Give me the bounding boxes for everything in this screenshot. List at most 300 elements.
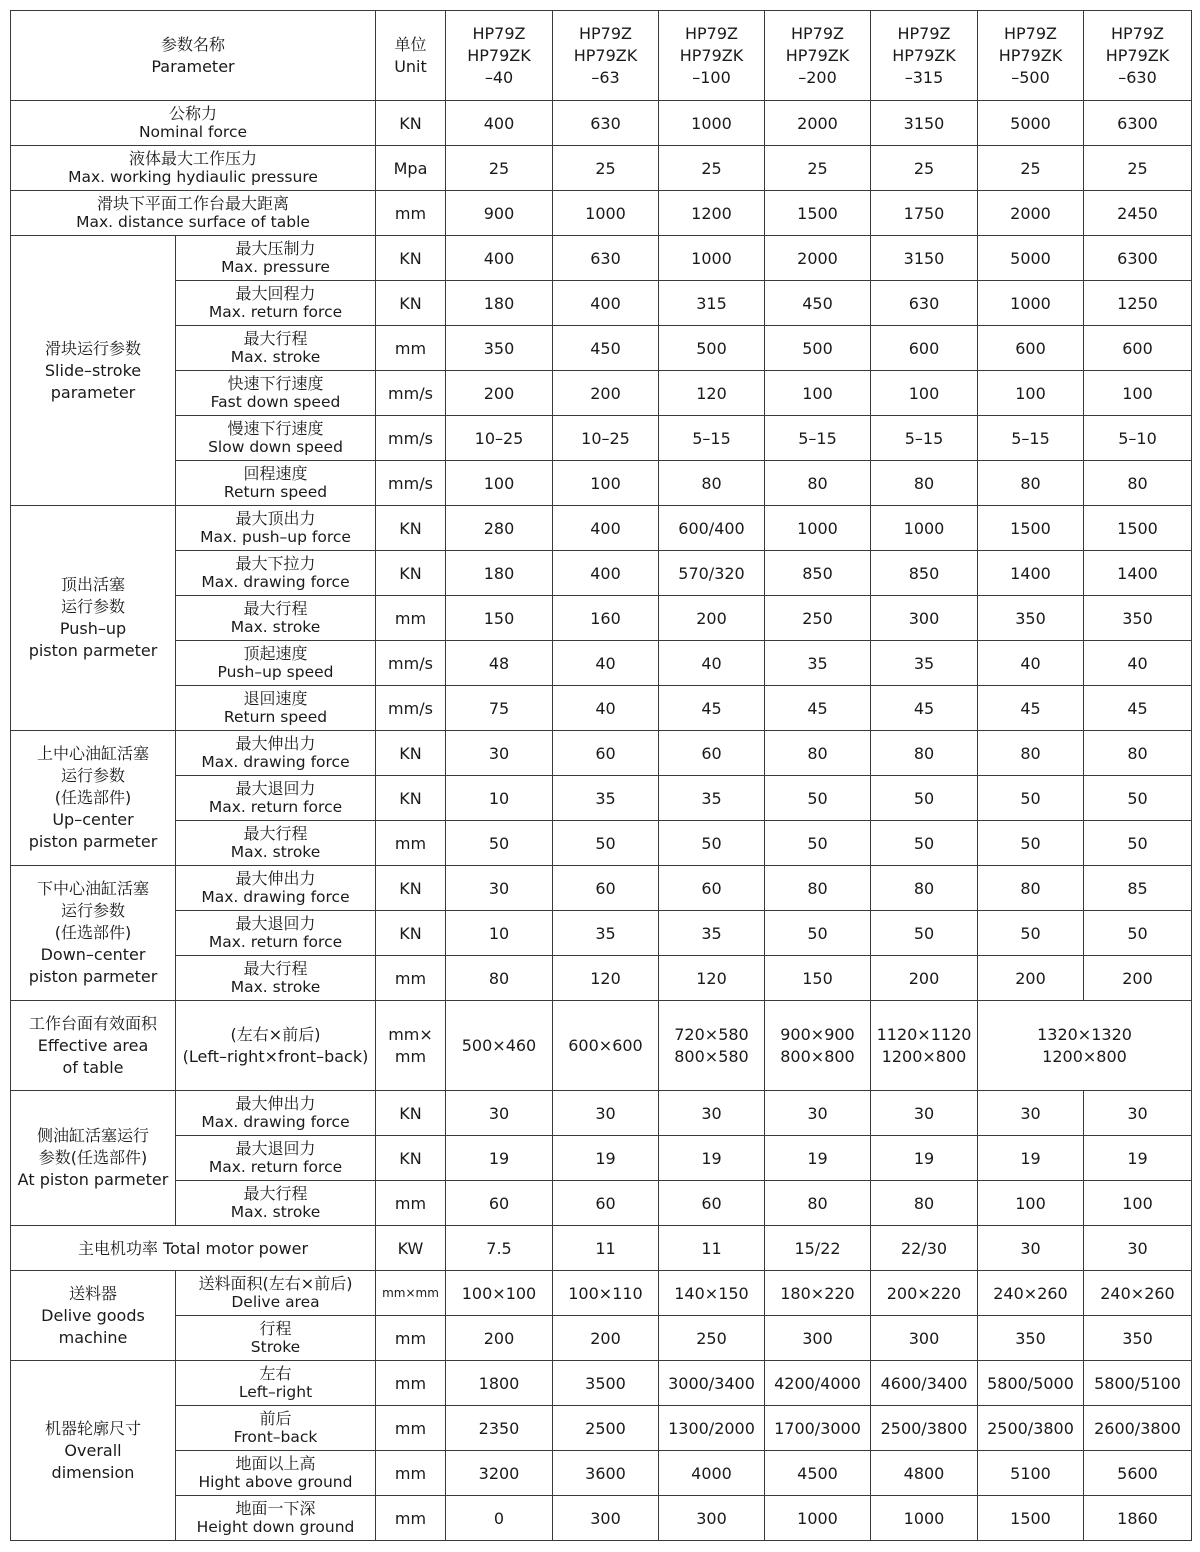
unit-cell — [376, 596, 446, 641]
cell-line: 80 — [1020, 743, 1041, 763]
value-cell — [871, 731, 978, 776]
cell-line: 250 — [802, 608, 833, 628]
value-cell — [1084, 281, 1192, 326]
value-cell — [871, 911, 978, 956]
cell-line: 最大顶出力 — [235, 509, 316, 528]
cell-line: 350 — [1122, 1328, 1153, 1348]
value-cell — [1084, 1451, 1192, 1496]
cell-line: 80 — [807, 1193, 828, 1213]
value-cell — [446, 191, 553, 236]
header-model — [446, 11, 553, 101]
cell-line: 送料面积(左右×前后) — [198, 1274, 353, 1293]
value-cell — [871, 1181, 978, 1226]
value-cell — [871, 506, 978, 551]
value-cell — [553, 551, 659, 596]
cell-line: 2500 — [585, 1418, 626, 1438]
cell-line: HP79ZK — [467, 45, 531, 65]
value-cell — [446, 776, 553, 821]
table-row — [11, 821, 1192, 866]
cell-line: Unit — [394, 56, 427, 76]
unit-cell — [376, 1001, 446, 1091]
value-cell — [553, 866, 659, 911]
cell-line: 400 — [590, 518, 621, 538]
value-cell — [1084, 191, 1192, 236]
cell-line: 250 — [696, 1328, 727, 1348]
parameter-label — [176, 281, 376, 326]
cell-line: 最大行程 — [243, 824, 308, 843]
cell-line: Parameter — [151, 56, 235, 76]
cell-line: 120 — [696, 968, 727, 988]
unit-cell — [376, 1091, 446, 1136]
value-cell — [978, 371, 1084, 416]
value-cell — [446, 506, 553, 551]
value-cell — [978, 776, 1084, 821]
unit-cell — [376, 821, 446, 866]
cell-line: 100 — [1015, 383, 1046, 403]
unit-cell — [376, 866, 446, 911]
value-cell — [765, 236, 871, 281]
value-cell — [765, 1091, 871, 1136]
group-label — [11, 1361, 176, 1541]
cell-line: 350 — [1122, 608, 1153, 628]
group-label — [11, 236, 176, 506]
parameter-label — [176, 686, 376, 731]
cell-line: 500 — [802, 338, 833, 358]
table-row — [11, 1496, 1192, 1541]
cell-line: 100 — [1015, 1193, 1046, 1213]
cell-line: 100 — [1122, 1193, 1153, 1213]
value-cell — [978, 821, 1084, 866]
value-cell — [553, 1271, 659, 1316]
cell-line: 1700/3000 — [774, 1418, 861, 1438]
cell-line: 2350 — [478, 1418, 520, 1438]
table-row — [11, 1136, 1192, 1181]
cell-line: 最大伸出力 — [235, 1094, 316, 1113]
cell-line: mm — [394, 203, 427, 223]
cell-line: 3150 — [903, 113, 945, 133]
cell-line: 1300/2000 — [668, 1418, 755, 1438]
value-cell — [765, 956, 871, 1001]
unit-cell — [376, 1451, 446, 1496]
cell-line: Stroke — [250, 1338, 301, 1356]
cell-line: 1200×800 — [1042, 1046, 1127, 1066]
cell-line: 1200×800 — [881, 1046, 967, 1066]
cell-line: 6300 — [1117, 248, 1158, 268]
value-cell — [871, 1001, 978, 1091]
value-cell — [765, 416, 871, 461]
cell-line: KN — [399, 878, 422, 898]
cell-line: 5800/5100 — [1094, 1373, 1181, 1393]
cell-line: 4500 — [797, 1463, 838, 1483]
value-cell — [446, 596, 553, 641]
cell-line: Left–right — [238, 1383, 313, 1401]
cell-line: 1400 — [1117, 563, 1158, 583]
value-cell — [659, 956, 765, 1001]
value-cell — [446, 236, 553, 281]
cell-line: 40 — [1020, 653, 1041, 673]
cell-line: 50 — [1127, 788, 1148, 808]
value-cell — [871, 1226, 978, 1271]
value-cell — [446, 911, 553, 956]
cell-line: piston parmeter — [28, 832, 158, 851]
value-cell — [978, 731, 1084, 776]
table-row — [11, 686, 1192, 731]
cell-line: 10–25 — [581, 428, 630, 448]
cell-line: Max. stroke — [230, 843, 321, 861]
cell-line: 1500 — [1117, 518, 1158, 538]
cell-line: 25 — [1020, 158, 1041, 178]
table-body — [11, 11, 1192, 1541]
value-cell — [871, 1496, 978, 1541]
unit-cell — [376, 236, 446, 281]
value-cell — [446, 281, 553, 326]
cell-line: 4600/3400 — [880, 1373, 968, 1393]
cell-line: 600/400 — [678, 518, 745, 538]
value-cell — [871, 866, 978, 911]
cell-line: Mpa — [393, 158, 428, 178]
parameter-label — [176, 1181, 376, 1226]
value-cell — [765, 776, 871, 821]
value-cell — [871, 236, 978, 281]
cell-line: Max. return force — [208, 933, 343, 951]
cell-line: –200 — [798, 67, 837, 87]
parameter-label — [176, 461, 376, 506]
cell-line: 500×460 — [461, 1035, 537, 1055]
value-cell — [765, 1361, 871, 1406]
unit-cell — [376, 1181, 446, 1226]
cell-line: 800×580 — [674, 1046, 749, 1066]
value-cell — [1084, 146, 1192, 191]
value-cell — [659, 1271, 765, 1316]
value-cell — [553, 416, 659, 461]
cell-line: piston parmeter — [28, 641, 158, 660]
value-cell — [553, 1496, 659, 1541]
value-cell — [446, 1001, 553, 1091]
cell-line: 60 — [595, 743, 616, 763]
value-cell — [553, 1001, 659, 1091]
value-cell — [553, 1451, 659, 1496]
value-cell — [978, 686, 1084, 731]
cell-line: 200 — [1015, 968, 1046, 988]
value-cell — [659, 776, 765, 821]
cell-line: 1000 — [797, 1508, 838, 1528]
cell-line: 5000 — [1010, 113, 1051, 133]
table-row — [11, 461, 1192, 506]
cell-line: 50 — [913, 833, 935, 853]
cell-line: of table — [62, 1057, 124, 1077]
cell-line: KN — [399, 293, 422, 313]
value-cell — [765, 686, 871, 731]
unit-cell — [376, 1496, 446, 1541]
cell-line: 最大伸出力 — [235, 734, 316, 753]
table-row — [11, 776, 1192, 821]
cell-line: KN — [399, 248, 422, 268]
cell-line: 40 — [595, 653, 616, 673]
value-cell — [871, 1136, 978, 1181]
cell-line: –100 — [692, 67, 731, 87]
table-row — [11, 1406, 1192, 1451]
cell-line: 50 — [1127, 833, 1148, 853]
cell-line: 0 — [493, 1508, 505, 1528]
cell-line: 45 — [913, 698, 935, 718]
cell-line: 6300 — [1117, 113, 1158, 133]
parameter-label — [11, 101, 376, 146]
unit-cell — [376, 461, 446, 506]
value-cell — [871, 1091, 978, 1136]
cell-line: 850 — [908, 563, 940, 583]
value-cell — [1084, 326, 1192, 371]
cell-line: mm — [394, 1418, 427, 1438]
table-row — [11, 1226, 1192, 1271]
cell-line: 行程 — [259, 1319, 292, 1338]
cell-line: 80 — [913, 473, 935, 493]
cell-line: 30 — [807, 1103, 828, 1123]
cell-line: 2000 — [1010, 203, 1051, 223]
cell-line: Max. push–up force — [200, 528, 351, 546]
value-cell — [1084, 461, 1192, 506]
table-row — [11, 1271, 1192, 1316]
table-row — [11, 551, 1192, 596]
value-cell — [871, 551, 978, 596]
value-cell — [1084, 641, 1192, 686]
cell-line: 35 — [595, 788, 616, 808]
cell-line: 400 — [483, 248, 515, 268]
cell-line: 180 — [483, 293, 515, 313]
value-cell — [1084, 866, 1192, 911]
value-cell — [446, 1271, 553, 1316]
header-model — [659, 11, 765, 101]
unit-cell — [376, 1316, 446, 1361]
cell-line: 11 — [595, 1238, 616, 1258]
cell-line: 10 — [488, 923, 510, 943]
value-cell — [978, 416, 1084, 461]
cell-line: KN — [399, 113, 422, 133]
value-cell — [553, 731, 659, 776]
cell-line: 30 — [488, 743, 510, 763]
cell-line: 40 — [1127, 653, 1148, 673]
value-cell — [659, 641, 765, 686]
table-row — [11, 956, 1192, 1001]
parameter-label — [11, 146, 376, 191]
value-cell — [553, 1181, 659, 1226]
cell-line: –315 — [904, 67, 944, 87]
cell-line: 300 — [908, 608, 940, 628]
cell-line: 400 — [590, 563, 621, 583]
cell-line: Max. drawing force — [201, 753, 350, 771]
cell-line: 最大退回力 — [235, 914, 316, 933]
cell-line: 1320×1320 — [1037, 1024, 1132, 1044]
cell-line: 80 — [1127, 743, 1148, 763]
value-cell — [1084, 1406, 1192, 1451]
cell-line: 最大下拉力 — [235, 554, 316, 573]
value-cell — [446, 1091, 553, 1136]
cell-line: 630 — [590, 248, 621, 268]
cell-line: 1000 — [691, 113, 732, 133]
cell-line: mm — [394, 608, 427, 628]
cell-line: 最大压制力 — [235, 239, 316, 258]
value-cell — [765, 596, 871, 641]
value-cell — [765, 1451, 871, 1496]
cell-line: Max. return force — [208, 798, 343, 816]
cell-line: 200 — [483, 383, 515, 403]
value-cell — [978, 1316, 1084, 1361]
cell-line: 2600/3800 — [1094, 1418, 1181, 1438]
value-cell — [978, 191, 1084, 236]
value-cell — [1084, 821, 1192, 866]
unit-cell — [376, 1271, 446, 1316]
cell-line: 1000 — [903, 1508, 945, 1528]
value-cell — [978, 101, 1084, 146]
cell-line: Slide–stroke — [44, 360, 142, 380]
table-row — [11, 371, 1192, 416]
cell-line: 60 — [701, 1193, 722, 1213]
value-cell — [978, 596, 1084, 641]
cell-line: 50 — [1020, 923, 1041, 943]
parameter-label — [176, 776, 376, 821]
cell-line: Max. stroke — [230, 618, 321, 636]
table-row — [11, 101, 1192, 146]
cell-line: 5–15 — [798, 428, 837, 448]
value-cell — [553, 1316, 659, 1361]
cell-line: 80 — [1020, 878, 1041, 898]
parameter-label — [176, 371, 376, 416]
cell-line: 400 — [483, 113, 515, 133]
header-model — [1084, 11, 1192, 101]
value-cell — [659, 371, 765, 416]
value-cell — [1084, 101, 1192, 146]
value-cell — [659, 821, 765, 866]
value-cell — [765, 506, 871, 551]
value-cell — [765, 1001, 871, 1091]
value-cell — [659, 506, 765, 551]
cell-line: 上中心油缸活塞 — [36, 744, 149, 763]
header-model — [765, 11, 871, 101]
unit-cell — [376, 776, 446, 821]
value-cell — [446, 1181, 553, 1226]
value-cell — [553, 596, 659, 641]
cell-line: 1750 — [903, 203, 945, 223]
unit-cell — [376, 1361, 446, 1406]
value-cell — [978, 506, 1084, 551]
cell-line: 140×150 — [674, 1283, 749, 1303]
cell-line: 侧油缸活塞运行 — [36, 1126, 149, 1145]
cell-line: 300 — [590, 1508, 621, 1528]
cell-line: 80 — [913, 1193, 935, 1213]
cell-line: 5600 — [1117, 1463, 1158, 1483]
cell-line: 1000 — [691, 248, 732, 268]
cell-line: 180×220 — [780, 1283, 855, 1303]
cell-line: 1250 — [1117, 293, 1158, 313]
cell-line: piston parmeter — [28, 967, 158, 986]
value-cell — [446, 461, 553, 506]
cell-line: 150 — [802, 968, 833, 988]
value-cell — [765, 1406, 871, 1451]
table-row — [11, 911, 1192, 956]
cell-line: 35 — [701, 923, 722, 943]
value-cell — [553, 686, 659, 731]
cell-line: Max. return force — [208, 303, 343, 321]
cell-line: Max. distance surface of table — [76, 213, 310, 231]
cell-line: 60 — [595, 878, 616, 898]
cell-line: 600 — [1015, 338, 1046, 358]
cell-line: 地面以上高 — [235, 1454, 316, 1473]
cell-line: 2000 — [797, 248, 838, 268]
cell-line: HP79ZK — [679, 45, 744, 65]
value-cell — [446, 416, 553, 461]
cell-line: 最大回程力 — [235, 284, 316, 303]
value-cell — [765, 866, 871, 911]
cell-line: 1800 — [478, 1373, 520, 1393]
cell-line: 退回速度 — [243, 689, 308, 708]
cell-line: HP79ZK — [573, 45, 638, 65]
cell-line: 左右 — [259, 1364, 292, 1383]
value-cell — [765, 731, 871, 776]
cell-line: 运行参数 — [60, 901, 125, 920]
cell-line: HP79Z — [472, 23, 526, 43]
value-cell — [446, 731, 553, 776]
value-cell — [765, 371, 871, 416]
value-cell — [659, 146, 765, 191]
cell-line: parameter — [50, 382, 136, 402]
value-cell — [659, 461, 765, 506]
cell-line: Front–back — [233, 1428, 318, 1446]
unit-cell — [376, 416, 446, 461]
cell-line: 100 — [590, 473, 621, 493]
cell-line: 5–15 — [692, 428, 731, 448]
cell-line: 最大退回力 — [235, 779, 316, 798]
value-cell — [871, 326, 978, 371]
cell-line: 下中心油缸活塞 — [36, 879, 149, 898]
value-cell — [871, 776, 978, 821]
cell-line: 1500 — [797, 203, 838, 223]
cell-line: Max. pressure — [221, 258, 330, 276]
cell-line: 120 — [590, 968, 621, 988]
parameter-label — [11, 191, 376, 236]
cell-line: 3150 — [903, 248, 945, 268]
specification-table — [10, 10, 1192, 1541]
cell-line: 240×260 — [993, 1283, 1068, 1303]
value-cell — [871, 191, 978, 236]
cell-line: 100 — [483, 473, 515, 493]
cell-line: Delive goods — [41, 1305, 145, 1325]
cell-line: HP79Z — [791, 23, 844, 43]
value-cell — [978, 1271, 1084, 1316]
cell-line: 30 — [1127, 1103, 1148, 1123]
value-cell — [553, 326, 659, 371]
value-cell — [871, 101, 978, 146]
value-cell — [659, 1001, 765, 1091]
cell-line: KN — [399, 923, 422, 943]
parameter-label — [176, 1136, 376, 1181]
cell-line: Overall — [64, 1440, 122, 1460]
cell-line: 200 — [908, 968, 940, 988]
cell-line: 1200 — [691, 203, 732, 223]
cell-line: Height down ground — [196, 1518, 355, 1536]
cell-line: 25 — [913, 158, 935, 178]
parameter-label — [176, 866, 376, 911]
value-cell — [553, 911, 659, 956]
cell-line: 快速下行速度 — [227, 374, 324, 393]
cell-line: 35 — [807, 653, 828, 673]
cell-line: mm — [394, 1328, 427, 1348]
value-cell — [553, 371, 659, 416]
value-cell — [871, 956, 978, 1001]
value-cell — [446, 1451, 553, 1496]
value-cell — [659, 1091, 765, 1136]
cell-line: mm — [394, 1193, 427, 1213]
cell-line: 60 — [701, 878, 722, 898]
cell-line: 630 — [908, 293, 940, 313]
